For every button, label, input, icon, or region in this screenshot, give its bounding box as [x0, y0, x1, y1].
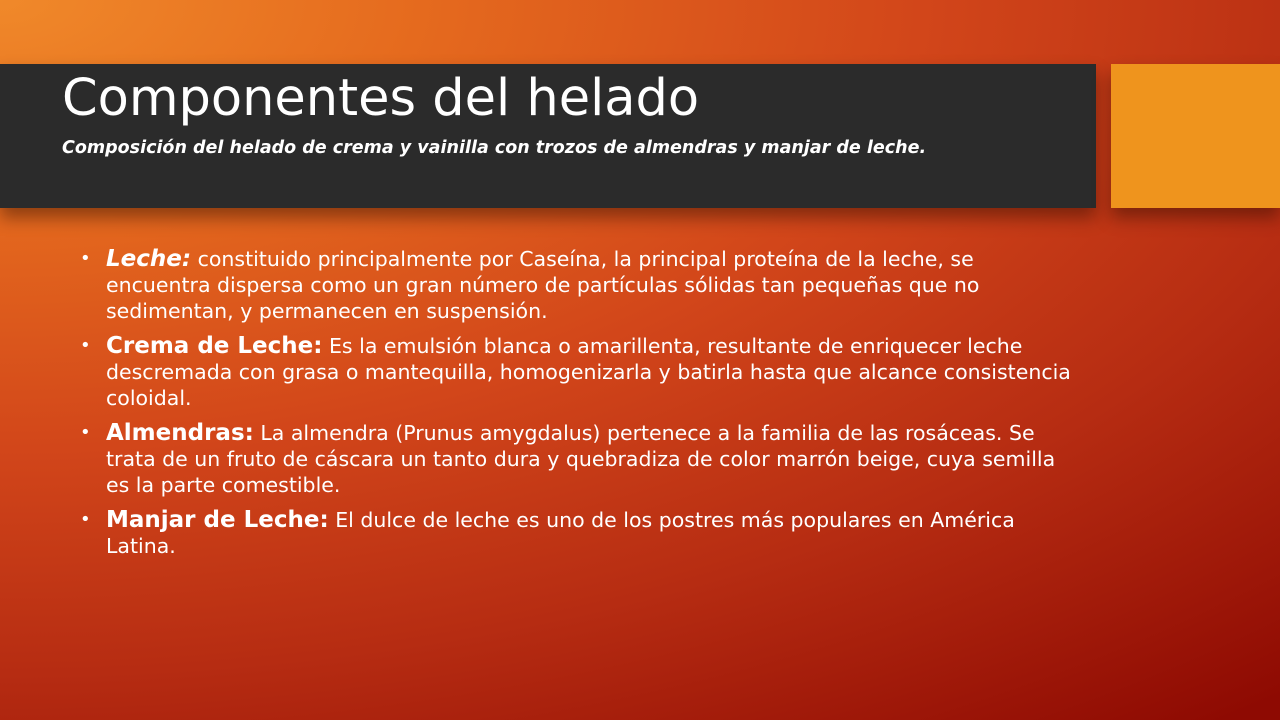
bullet-list [80, 246, 1080, 568]
bullet-icon: • [80, 422, 91, 443]
bullet-icon: • [80, 248, 91, 269]
bullet-icon: • [80, 509, 91, 530]
bullet-text: constituido principalmente por Caseína, la principal proteína de la leche, se encuentra dispersa como un gran número de partículas sólidas tan pequeñas que no sedimentan, y permanecen en suspensión. [106, 247, 980, 323]
bullet-item-leche [80, 246, 1080, 324]
slide-subtitle: Composición del helado de crema y vainilla con trozos de almendras y manjar de leche. [62, 138, 927, 158]
bullet-item-manjar-de-leche [80, 507, 1080, 559]
bullet-term: Crema de Leche: [106, 333, 323, 359]
bullet-text: Es la emulsión blanca o amarillenta, resultante de enriquecer leche descremada con grasa o mantequilla, homogenizarla y batirla hasta que alcance consistencia coloidal. [106, 334, 1071, 410]
bullet-term: Almendras: [106, 420, 254, 446]
slide-title: Componentes del helado [62, 69, 700, 128]
bullet-term: Manjar de Leche: [106, 507, 329, 533]
bullet-item-crema-de-leche [80, 333, 1080, 411]
bullet-text: El dulce de leche es uno de los postres más populares en América Latina. [106, 508, 1015, 558]
bullet-icon: • [80, 335, 91, 356]
bullet-term: Leche: [106, 246, 192, 272]
accent-square [1111, 64, 1280, 208]
bullet-item-almendras [80, 420, 1080, 498]
bullet-text: La almendra (Prunus amygdalus) pertenece a la familia de las rosáceas. Se trata de un fruto de cáscara un tanto dura y quebradiza de color marrón beige, cuya semilla es la parte comestible. [106, 421, 1056, 497]
